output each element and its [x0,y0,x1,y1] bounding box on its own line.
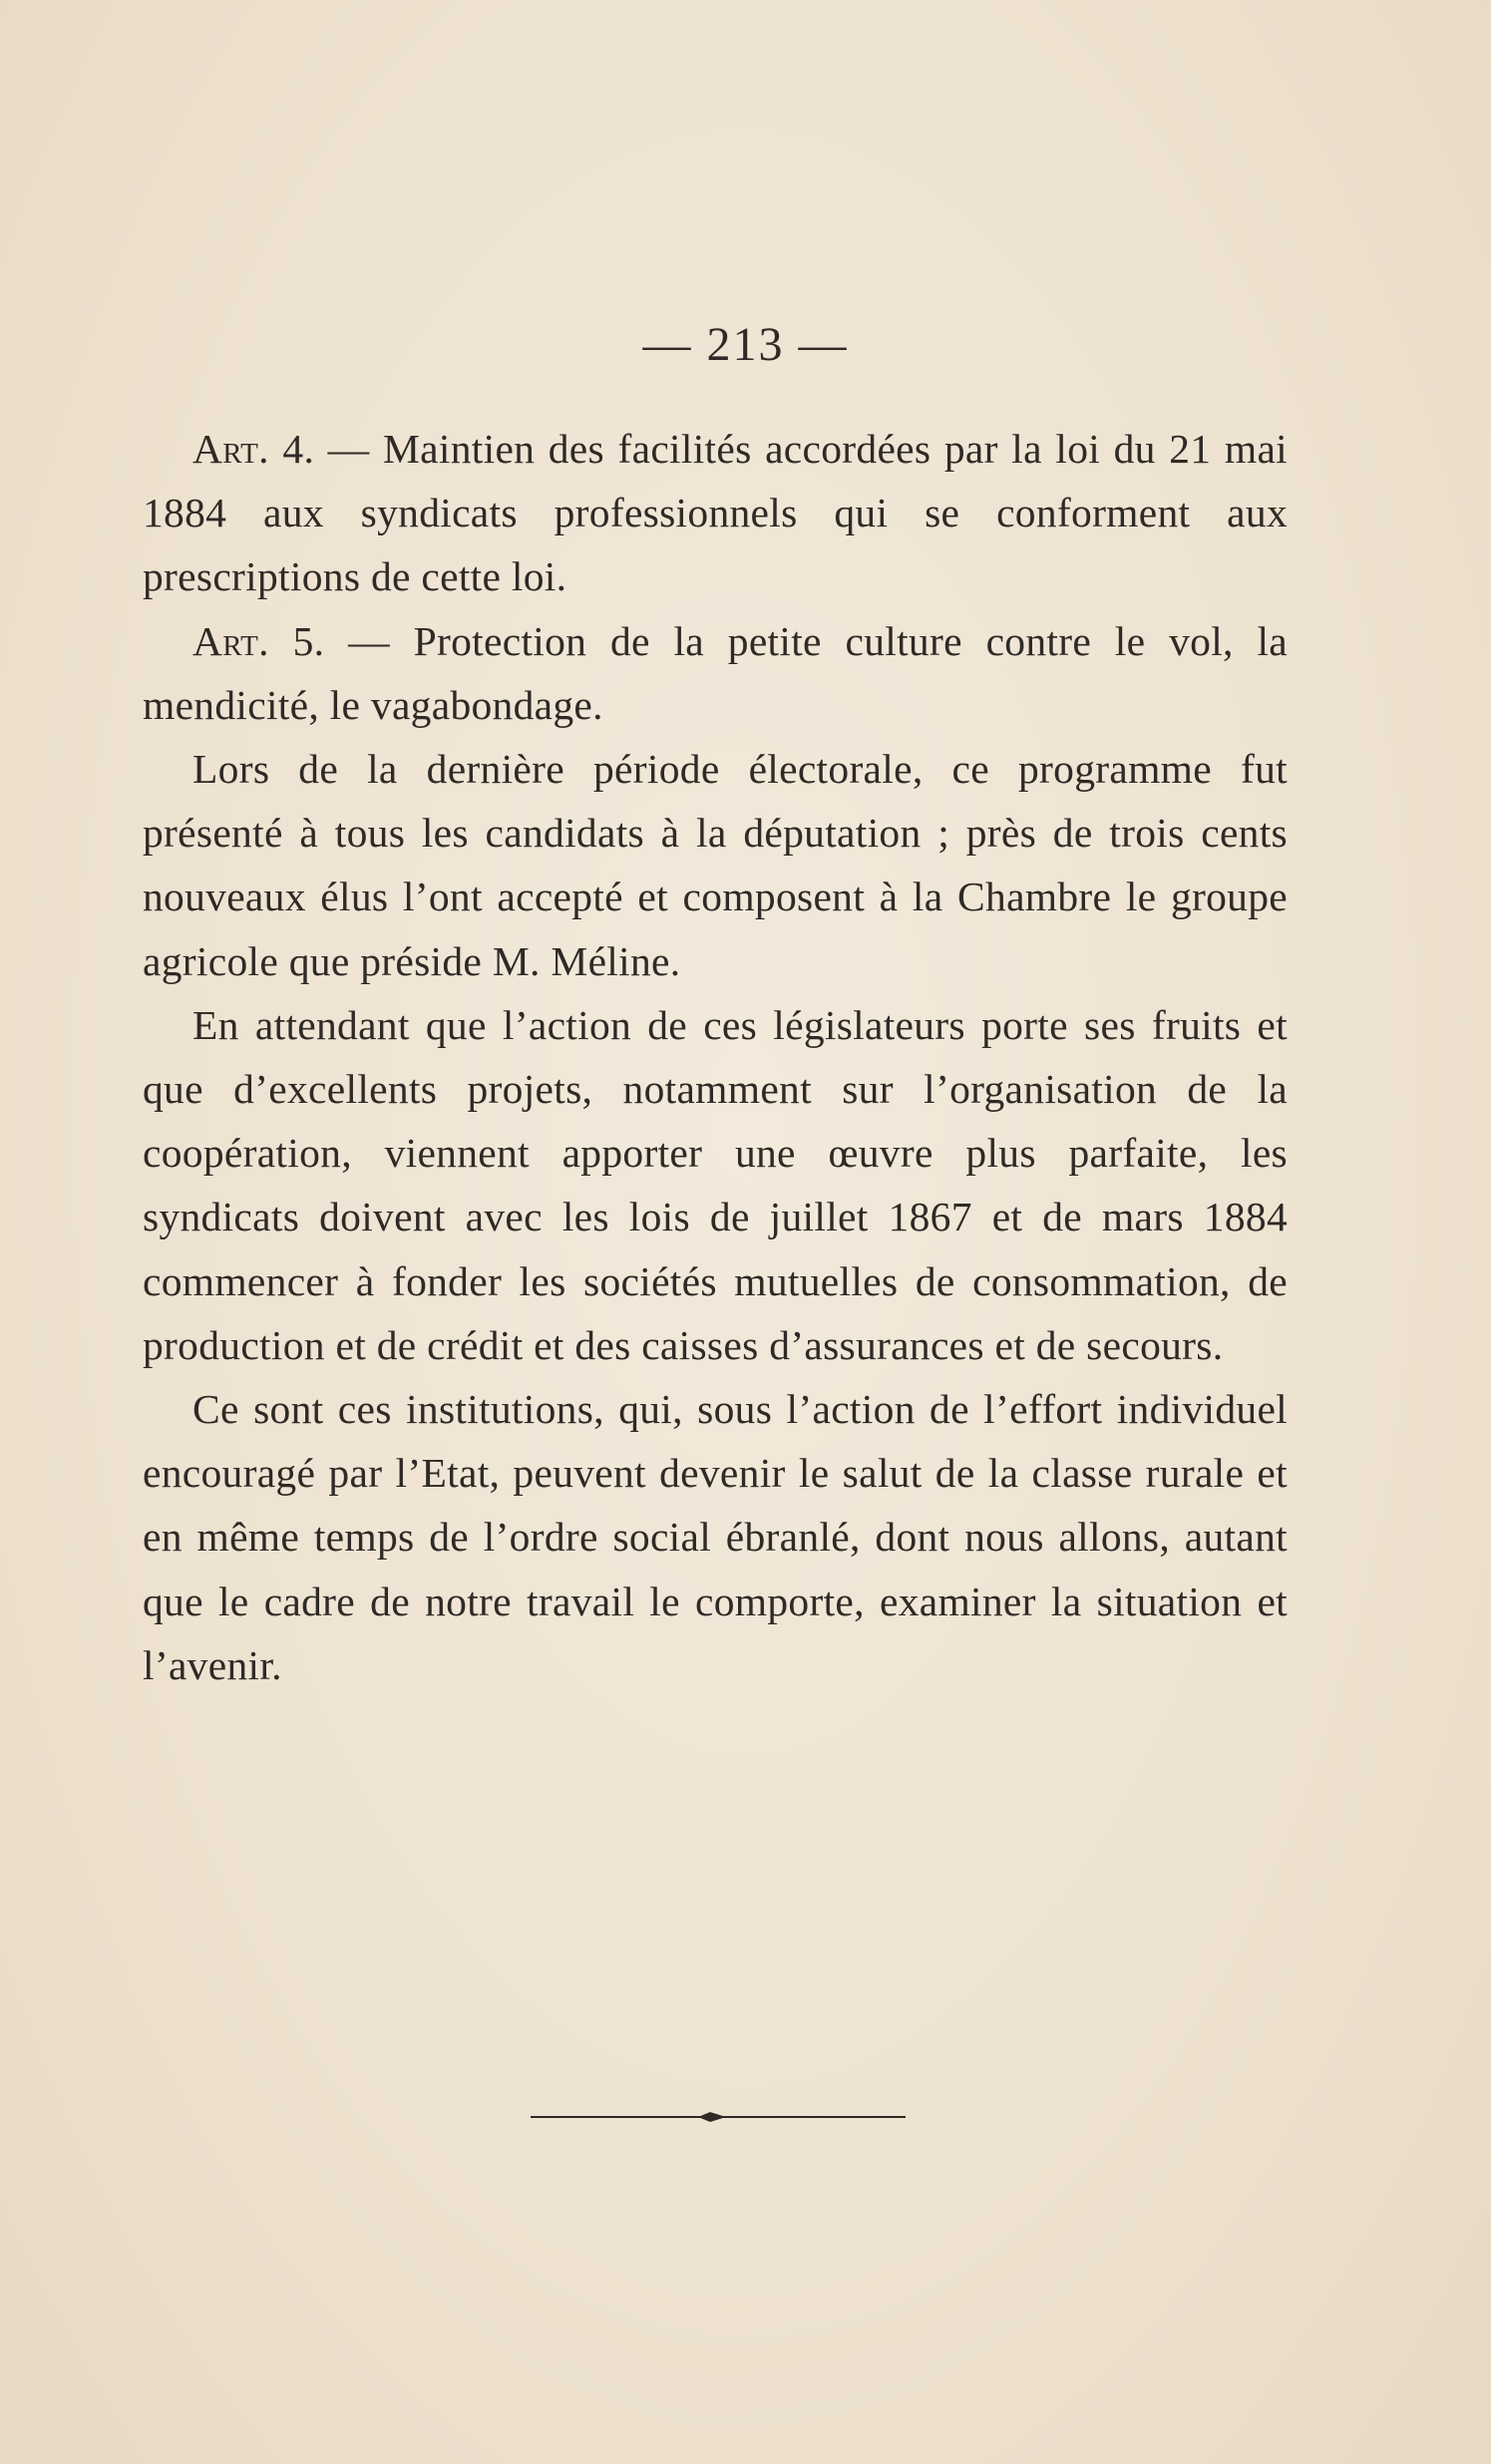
paragraph-text: — Maintien des facilités accordées par la loi du 21 mai 1884 aux syndicats professionnels qui se conforment aux prescriptions de cette loi. [143,426,1288,600]
paragraph [143,1377,1288,1697]
paragraph-art-5 [143,609,1288,737]
end-ornament-icon [531,2107,906,2127]
body-text [143,417,1288,1697]
paragraph-text: En attendant que l’action de ces législateurs porte ses fruits et que d’excellents projets, notamment sur l’organisation de la coopération, viennent apporter une œuvre plus parfaite, les syndicats doivent avec les lois de juillet 1867 et de mars 1884 commencer à fonder les sociétés mutuelles de consommation, de production et de crédit et des caisses d’assurances et de secours. [143,1001,1288,1368]
paragraph-text: — Protection de la petite culture contre le vol, la mendicité, le vagabondage. [143,617,1288,728]
paragraph-text: Ce sont ces institutions, qui, sous l’action de l’effort individuel encouragé par l’Etat, peuvent devenir le salut de la classe rurale et en même temps de l’ordre social ébranlé, dont nous allons, autant que le cadre de notre travail le comporte, examiner la situation et l’avenir. [143,1386,1288,1688]
article-label: Art. 5. [192,617,325,664]
paragraph-art-4 [143,417,1288,609]
paragraph [143,737,1288,993]
article-label: Art. 4. [192,426,315,472]
paragraph [143,993,1288,1377]
paragraph-text: Lors de la dernière période électorale, ce programme fut présenté à tous les candidats à la députation ; près de trois cents nouveaux élus l’ont accepté et composent à la Chambre le groupe agricole que préside M. Méline. [143,746,1288,984]
page-number: — 213 — [642,318,849,371]
